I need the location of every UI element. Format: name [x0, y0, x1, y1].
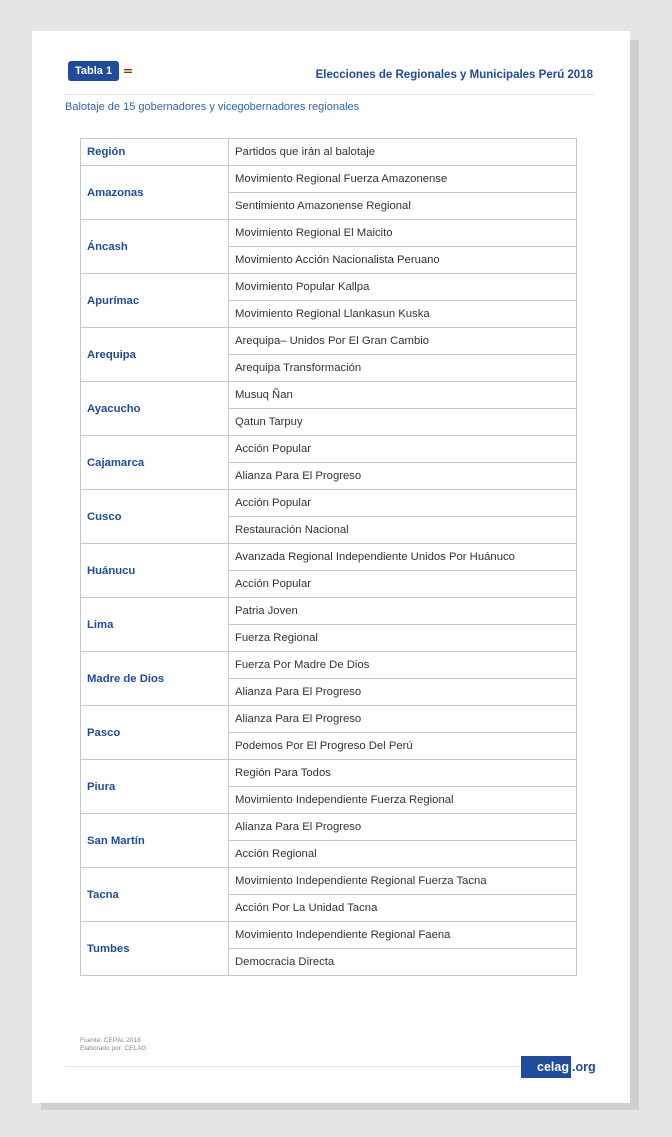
table-row: [81, 598, 577, 625]
party-cell: Fuerza Por Madre De Dios: [229, 652, 577, 679]
party-cell: Fuerza Regional: [229, 625, 577, 652]
footer-divider: [65, 1066, 522, 1067]
table-row: [81, 868, 577, 895]
region-cell: Tumbes: [81, 922, 229, 976]
source-line: Fuente: CEPAL 2018: [80, 1037, 141, 1044]
party-cell: Podemos Por El Progreso Del Perú: [229, 733, 577, 760]
logo-main: celag: [521, 1056, 571, 1078]
table-tag: Tabla 1: [68, 61, 119, 81]
party-cell: Movimiento Independiente Regional Faena: [229, 922, 577, 949]
flag-icon: [124, 69, 132, 73]
header-divider: [65, 94, 594, 95]
logo-suffix: .org: [571, 1060, 596, 1074]
region-cell: Huánucu: [81, 544, 229, 598]
header-parties: Partidos que irán al balotaje: [229, 139, 577, 166]
party-cell: Movimiento Regional Fuerza Amazonense: [229, 166, 577, 193]
party-cell: Acción Por La Unidad Tacna: [229, 895, 577, 922]
party-cell: Qatun Tarpuy: [229, 409, 577, 436]
table-row: [81, 490, 577, 517]
party-cell: Patria Joven: [229, 598, 577, 625]
table-header-row: [81, 139, 577, 166]
table-row: [81, 814, 577, 841]
party-cell: Región Para Todos: [229, 760, 577, 787]
party-cell: Musuq Ñan: [229, 382, 577, 409]
region-cell: Cusco: [81, 490, 229, 544]
table-row: [81, 166, 577, 193]
region-cell: Amazonas: [81, 166, 229, 220]
page-subtitle: Balotaje de 15 gobernadores y vicegobernadores regionales: [65, 101, 360, 113]
region-cell: Ayacucho: [81, 382, 229, 436]
table-row: [81, 220, 577, 247]
party-cell: Arequipa– Unidos Por El Gran Cambio: [229, 328, 577, 355]
party-cell: Arequipa Transformación: [229, 355, 577, 382]
table-row: [81, 328, 577, 355]
table-row: [81, 274, 577, 301]
table-row: [81, 922, 577, 949]
region-cell: Cajamarca: [81, 436, 229, 490]
region-cell: Apurímac: [81, 274, 229, 328]
party-cell: Restauración Nacional: [229, 517, 577, 544]
party-cell: Movimiento Regional El Maicito: [229, 220, 577, 247]
region-cell: Áncash: [81, 220, 229, 274]
party-cell: Movimiento Acción Nacionalista Peruano: [229, 247, 577, 274]
party-cell: Acción Popular: [229, 436, 577, 463]
table-row: [81, 706, 577, 733]
party-cell: Acción Popular: [229, 490, 577, 517]
party-cell: Acción Popular: [229, 571, 577, 598]
region-cell: Madre de Dios: [81, 652, 229, 706]
region-cell: Lima: [81, 598, 229, 652]
ballotage-table: [80, 138, 577, 976]
celag-logo: [521, 1056, 596, 1078]
region-cell: Arequipa: [81, 328, 229, 382]
document-card: [32, 31, 630, 1103]
region-cell: San Martín: [81, 814, 229, 868]
party-cell: Alianza Para El Progreso: [229, 814, 577, 841]
party-cell: Movimiento Regional Llankasun Kuska: [229, 301, 577, 328]
table-row: [81, 652, 577, 679]
header-region: Región: [81, 139, 229, 166]
party-cell: Movimiento Independiente Regional Fuerza Tacna: [229, 868, 577, 895]
party-cell: Movimiento Popular Kallpa: [229, 274, 577, 301]
region-cell: Tacna: [81, 868, 229, 922]
party-cell: Alianza Para El Progreso: [229, 463, 577, 490]
party-cell: Sentimiento Amazonense Regional: [229, 193, 577, 220]
party-cell: Alianza Para El Progreso: [229, 706, 577, 733]
party-cell: Movimiento Independiente Fuerza Regional: [229, 787, 577, 814]
table-row: [81, 382, 577, 409]
party-cell: Acción Regional: [229, 841, 577, 868]
source-note: [80, 1037, 146, 1053]
party-cell: Democracia Directa: [229, 949, 577, 976]
party-cell: Avanzada Regional Independiente Unidos Por Huánuco: [229, 544, 577, 571]
region-cell: Pasco: [81, 706, 229, 760]
party-cell: Alianza Para El Progreso: [229, 679, 577, 706]
region-cell: Piura: [81, 760, 229, 814]
table-row: [81, 436, 577, 463]
table-row: [81, 544, 577, 571]
credit-line: Elaborado por: CELAG: [80, 1045, 147, 1052]
page-title: Elecciones de Regionales y Municipales Perú 2018: [315, 69, 593, 81]
table-row: [81, 760, 577, 787]
